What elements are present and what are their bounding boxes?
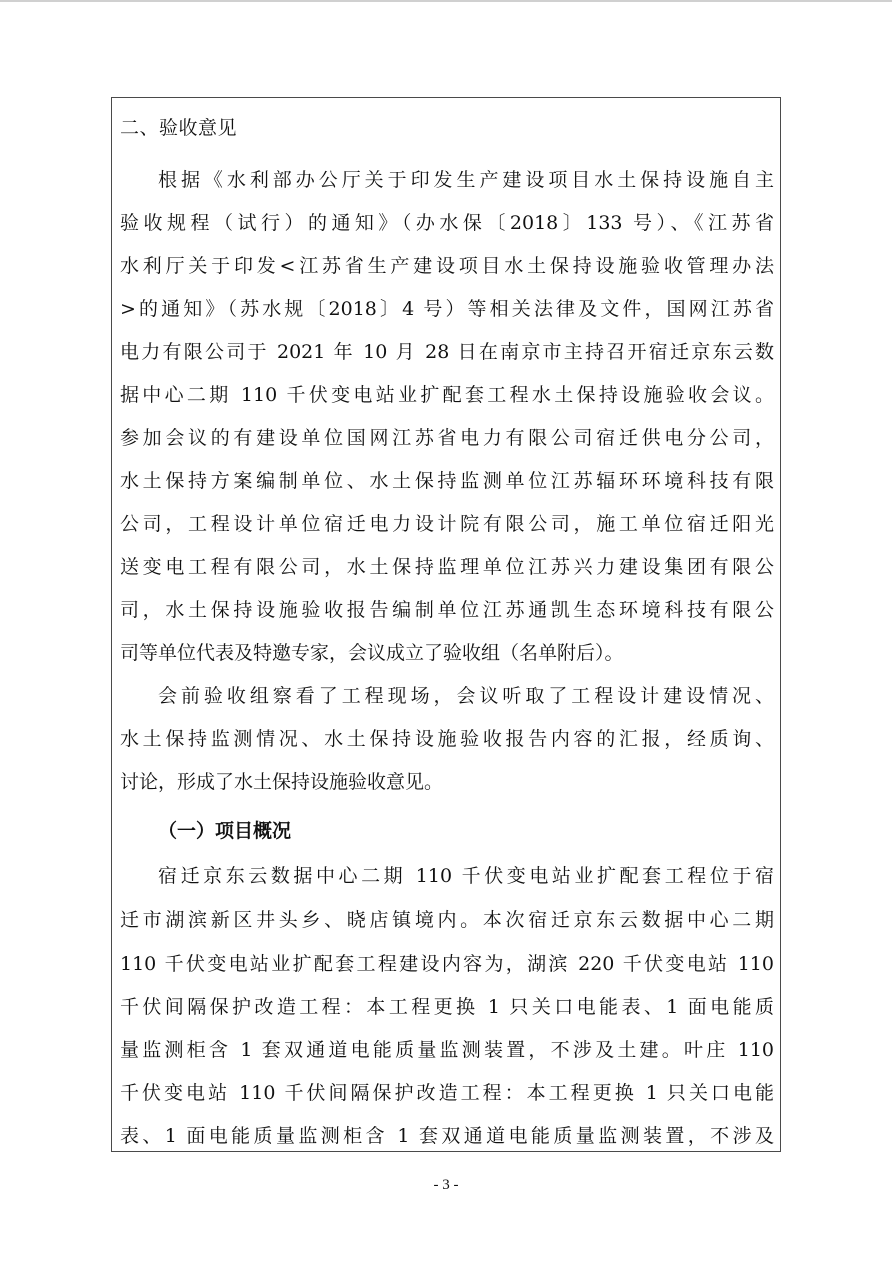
paragraph-line: 电力有限公司于 2021 年 10 月 28 日在南京市主持召开宿迁京东云数 — [120, 341, 774, 363]
paragraph-line: 验收规程（试行）的通知》（办水保〔2018〕133 号）、《江苏省 — [120, 212, 774, 234]
paragraph-line: 千伏间隔保护改造工程：本工程更换 1 只关口电能表、1 面电能质 — [120, 996, 774, 1018]
paragraph-line: 送变电工程有限公司，水土保持监理单位江苏兴力建设集团有限公 — [120, 556, 774, 578]
paragraph-line: 公司，工程设计单位宿迁电力设计院有限公司，施工单位宿迁阳光 — [120, 513, 774, 535]
paragraph-line: 司，水土保持设施验收报告编制单位江苏通凯生态环境科技有限公 — [120, 599, 774, 621]
paragraph-line: 参加会议的有建设单位国网江苏省电力有限公司宿迁供电分公司， — [120, 427, 774, 449]
paragraph-line: >的通知》（苏水规〔2018〕4 号）等相关法律及文件，国网江苏省 — [120, 298, 774, 320]
top-edge-rule — [0, 0, 892, 2]
content-frame — [111, 97, 781, 1152]
paragraph-line: 110 千伏变电站业扩配套工程建设内容为，湖滨 220 千伏变电站 110 — [120, 953, 774, 975]
paragraph-line: 水土保持方案编制单位、水土保持监测单位江苏辐环环境科技有限 — [120, 470, 774, 492]
paragraph-line: 千伏变电站 110 千伏间隔保护改造工程：本工程更换 1 只关口电能 — [120, 1082, 774, 1104]
page-number: - 3 - — [433, 1177, 459, 1193]
paragraph-line: 会前验收组察看了工程现场，会议听取了工程设计建设情况、 — [158, 685, 774, 707]
subsection-heading: （一）项目概况 — [158, 820, 292, 842]
paragraph-line: 据中心二期 110 千伏变电站业扩配套工程水土保持设施验收会议。 — [120, 384, 774, 406]
paragraph-line: 根据《水利部办公厅关于印发生产建设项目水土保持设施自主 — [158, 169, 774, 191]
section-heading: 二、验收意见 — [120, 117, 238, 139]
paragraph-line: 迁市湖滨新区井头乡、晓店镇境内。本次宿迁京东云数据中心二期 — [120, 909, 774, 931]
paragraph-line: 讨论，形成了水土保持设施验收意见。 — [120, 771, 444, 793]
paragraph-line: 宿迁京东云数据中心二期 110 千伏变电站业扩配套工程位于宿 — [158, 865, 774, 887]
paragraph-line: 表、1 面电能质量监测柜含 1 套双通道电能质量监测装置，不涉及 — [120, 1125, 774, 1147]
paragraph-line: 量监测柜含 1 套双通道电能质量监测装置，不涉及土建。叶庄 110 — [120, 1039, 774, 1061]
paragraph-line: 水土保持监测情况、水土保持设施验收报告内容的汇报，经质询、 — [120, 728, 774, 750]
paragraph-line: 水利厅关于印发<江苏省生产建设项目水土保持设施验收管理办法 — [120, 255, 774, 277]
paragraph-line: 司等单位代表及特邀专家，会议成立了验收组（名单附后）。 — [120, 642, 624, 664]
